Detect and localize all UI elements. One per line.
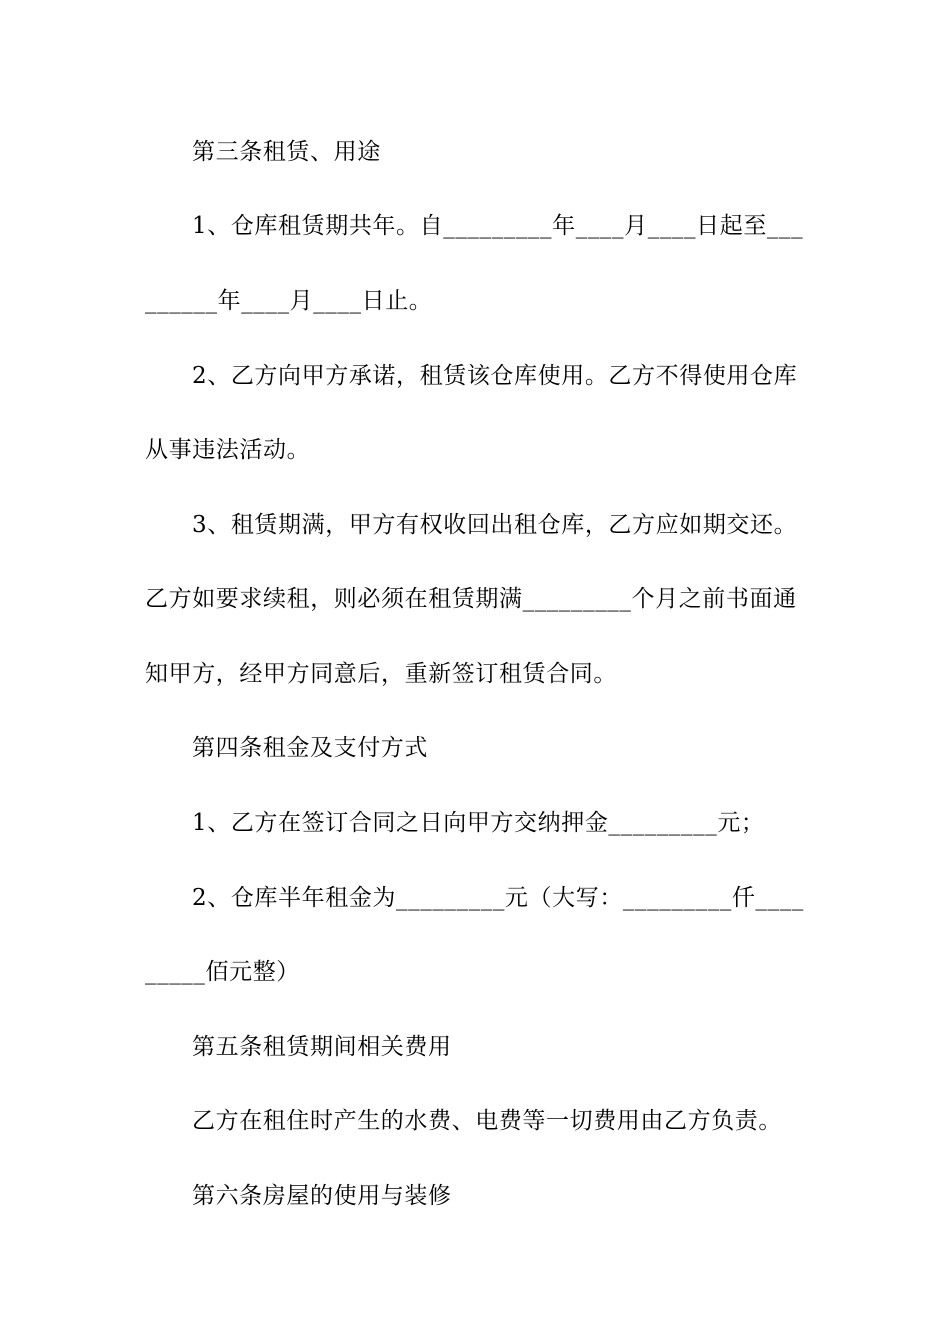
- section-heading-article-3: 第三条租赁、用途: [192, 139, 381, 165]
- paragraph-line: 1、乙方在签订合同之日向甲方交纳押金_________元；: [192, 810, 765, 836]
- paragraph-line: 2、乙方向甲方承诺，租赁该仓库使用。乙方不得使用仓库: [192, 363, 798, 389]
- paragraph-line: 1、仓库租赁期共年。自_________年____月____日起至___: [192, 213, 804, 239]
- paragraph-line: 乙方如要求续租，则必须在租赁期满_________个月之前书面通: [145, 586, 797, 612]
- paragraph-line: 3、租赁期满，甲方有权收回出租仓库，乙方应如期交还。: [192, 512, 798, 538]
- section-heading-article-5: 第五条租赁期间相关费用: [192, 1034, 452, 1060]
- section-heading-article-6: 第六条房屋的使用与装修: [192, 1183, 452, 1209]
- paragraph-line: _____佰元整）: [145, 959, 300, 985]
- paragraph-line: 乙方在租住时产生的水费、电费等一切费用由乙方负责。: [192, 1108, 782, 1134]
- paragraph-line: 2、仓库半年租金为_________元（大写：_________仟____: [192, 885, 804, 911]
- paragraph-line: ______年____月____日止。: [145, 288, 433, 314]
- section-heading-article-4: 第四条租金及支付方式: [192, 735, 428, 761]
- paragraph-line: 知甲方，经甲方同意后，重新签订租赁合同。: [145, 661, 617, 687]
- paragraph-line: 从事违法活动。: [145, 437, 311, 463]
